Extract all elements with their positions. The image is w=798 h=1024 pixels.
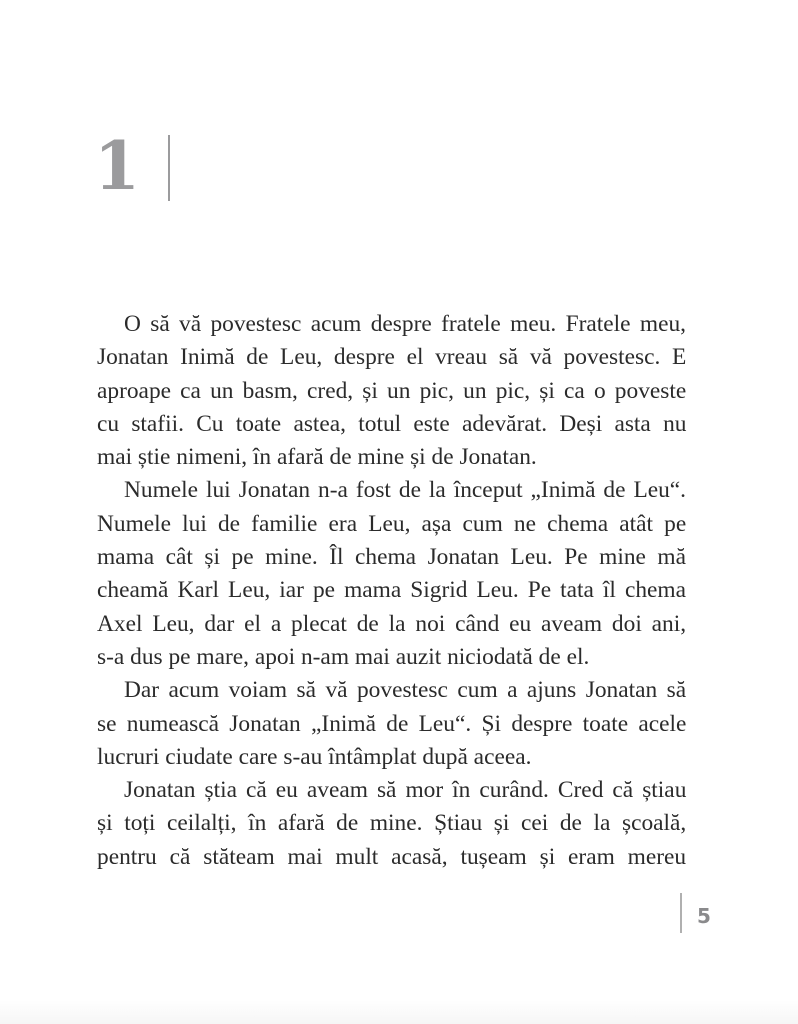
text-line: Numele lui Jonatan n-a fost de la început „Inimă de Leu“. <box>124 477 687 504</box>
folio-divider <box>680 893 682 933</box>
chapter-number: 1 <box>94 127 140 205</box>
text-line: Dar acum voiam să vă povestesc cum a ajuns Jonatan să <box>124 677 687 704</box>
text-line: aproape ca un basm, cred, și un pic, un pic, și ca o poveste <box>97 377 687 404</box>
text-line: mai știe nimeni, în afară de mine și de Jonatan. <box>97 444 537 471</box>
text-line: mama cât și pe mine. Îl chema Jonatan Leu. Pe mine mă <box>97 544 686 571</box>
text-line: O să vă povestesc acum despre fratele meu. Fratele meu, <box>124 311 686 337</box>
chapter-divider <box>168 135 170 201</box>
text-line: Jonatan Inimă de Leu, despre el vreau să vă povestesc. E <box>97 344 687 371</box>
text-line: pentru că stăteam mai mult acasă, tușeam și eram mereu <box>97 843 687 870</box>
body-text <box>97 308 686 874</box>
text-line: Jonatan știa că eu aveam să mor în curând. Cred că știau <box>124 777 687 804</box>
text-line: cu stafii. Cu toate astea, totul este adevărat. Deși asta nu <box>97 410 687 437</box>
text-line: Numele lui de familie era Leu, așa cum ne chema atât pe <box>97 510 687 537</box>
text-line: s-a dus pe mare, apoi n-am mai auzit niciodată de el. <box>97 643 590 670</box>
page-folio <box>680 893 711 933</box>
text-line: cheamă Karl Leu, iar pe mama Sigrid Leu. Pe tata îl chema <box>97 577 686 604</box>
text-line: lucruri ciudate care s-au întâmplat după aceea. <box>97 743 532 770</box>
page-number: 5 <box>697 904 711 928</box>
text-line: Axel Leu, dar el a plecat de la noi când eu aveam doi ani, <box>97 610 687 637</box>
page-bottom-shadow <box>0 1000 798 1024</box>
text-line: și toți ceilalți, în afară de mine. Știau și cei de la școală, <box>97 810 687 837</box>
text-line: se numească Jonatan „Inimă de Leu“. Și despre toate acele <box>97 710 687 737</box>
chapter-header <box>94 126 170 206</box>
